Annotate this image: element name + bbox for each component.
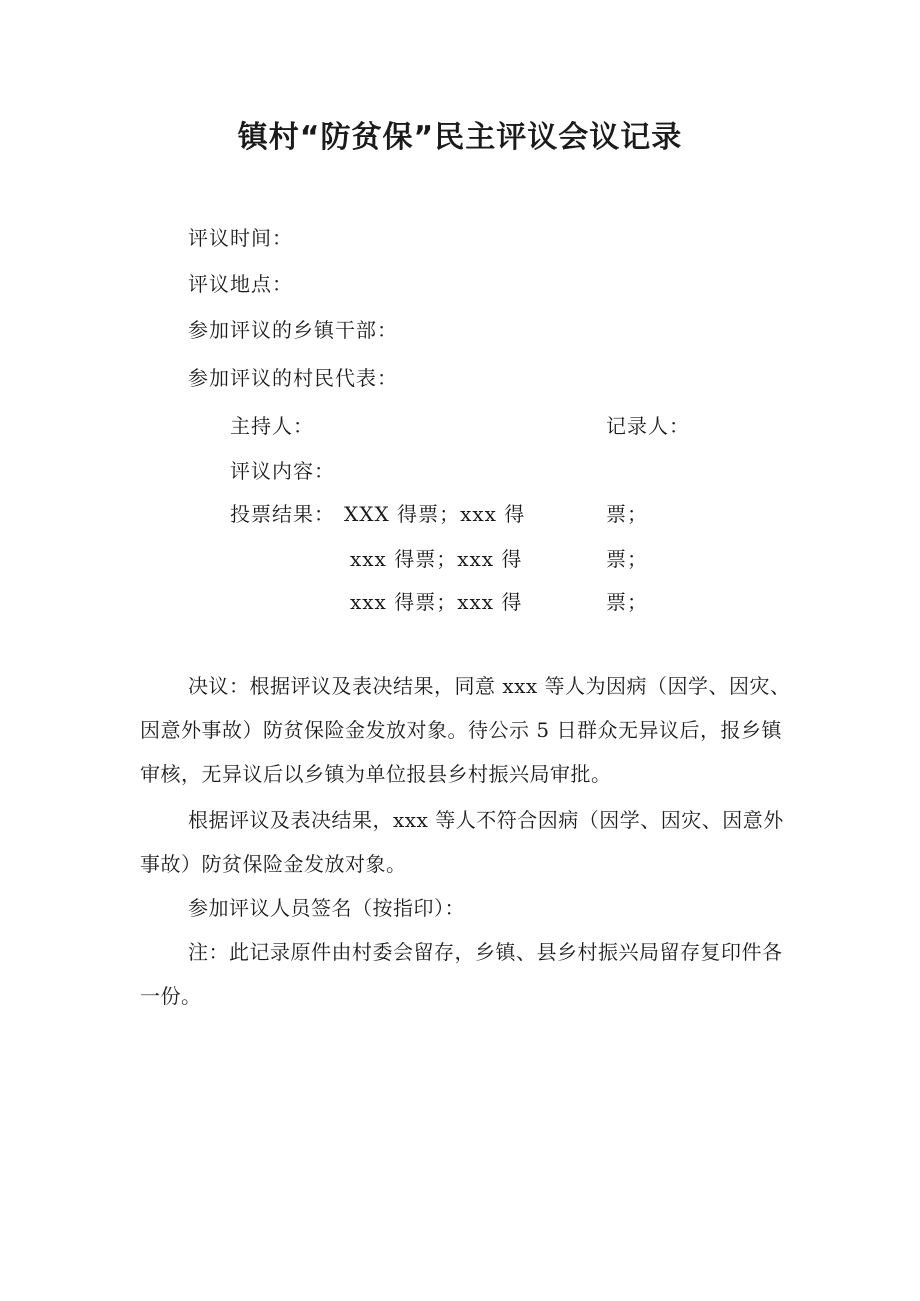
signature-text: 参加评议人员签名（按指印）： (188, 896, 465, 920)
vote-row-3: xxx 得票；xxx 得 (350, 590, 523, 614)
field-content: 评议内容： (230, 459, 335, 483)
field-cadres: 参加评议的乡镇干部： (188, 318, 398, 342)
note-text: 注：此记录原件由村委会留存，乡镇、县乡村振兴局留存复印件各一份。 (140, 940, 783, 1008)
rejection-text: 根据评议及表决结果，xxx 等人不符合因病（因学、因灾、因意外事故）防贫保险金发放对象。 (140, 808, 784, 876)
signature-paragraph (140, 886, 800, 930)
field-host: 主持人： (230, 414, 314, 438)
field-villagers: 参加评议的村民代表： (188, 366, 398, 390)
field-time: 评议时间： (188, 226, 293, 250)
vote-row-2-suffix: 票； (606, 547, 648, 571)
field-place: 评议地点： (188, 272, 293, 296)
resolution-text: 决议：根据评议及表决结果，同意 xxx 等人为因病（因学、因灾、因意外事故）防贫保险金发放对象。待公示 5 日群众无异议后，报乡镇审核，无异议后以乡镇为单位报县乡村振兴局审批。 (140, 674, 791, 786)
vote-row-1: XXX 得票；xxx 得 (344, 502, 526, 526)
vote-row-3-suffix: 票； (606, 590, 648, 614)
document-title: 镇村“防贫保”民主评议会议记录 (237, 120, 683, 155)
field-recorder: 记录人： (606, 414, 690, 438)
vote-row-2: xxx 得票；xxx 得 (350, 547, 523, 571)
resolution-paragraph (140, 664, 800, 796)
rejection-paragraph (140, 798, 800, 886)
vote-row-1-suffix: 票； (606, 502, 648, 526)
note-paragraph (140, 930, 800, 1018)
votes-label: 投票结果： (230, 502, 335, 526)
